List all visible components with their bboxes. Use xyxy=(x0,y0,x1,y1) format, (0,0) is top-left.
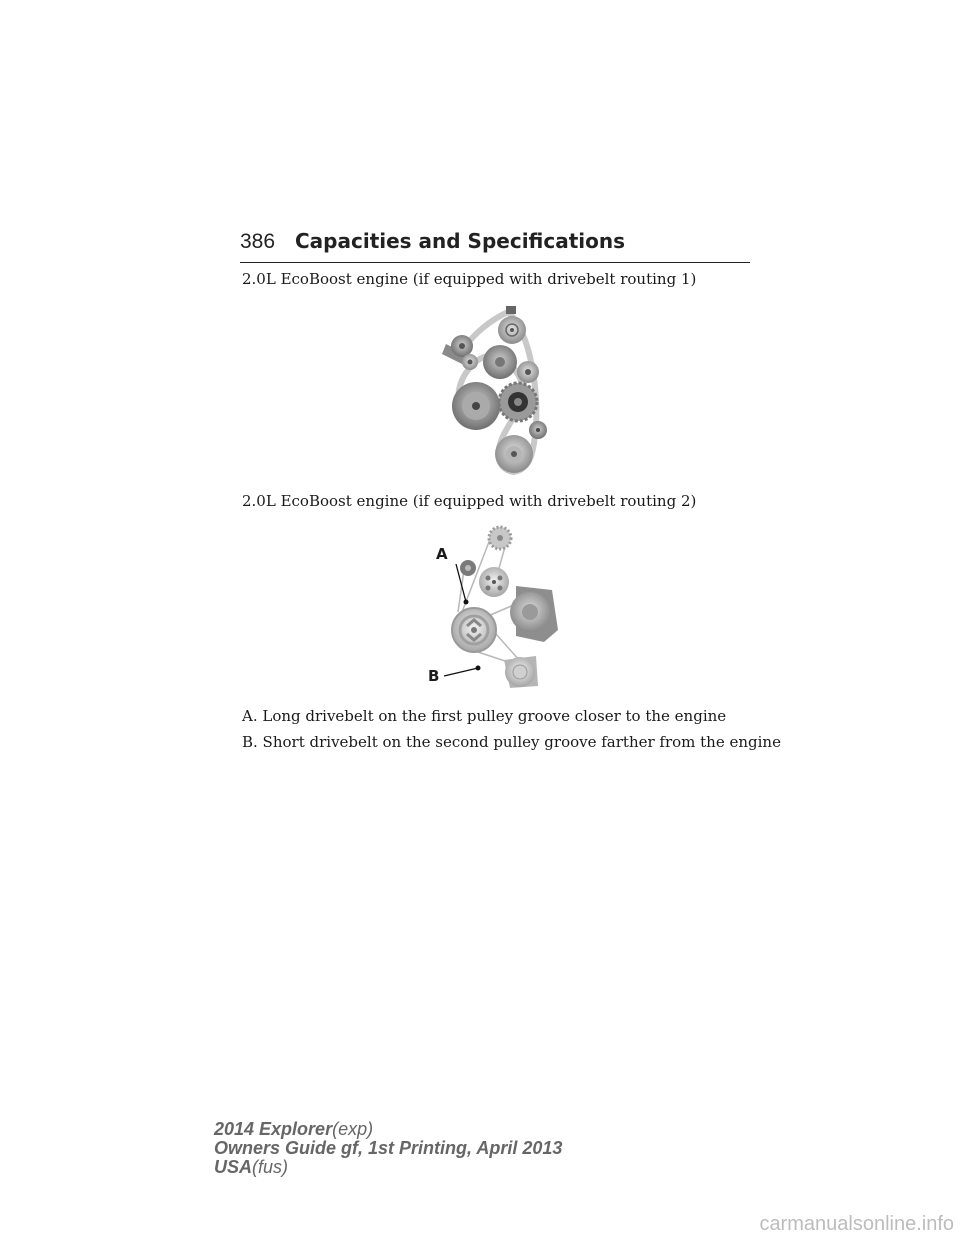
leader-dot-a xyxy=(464,600,469,605)
footer-model: 2014 Explorer xyxy=(214,1119,333,1139)
page-number: 386 xyxy=(240,230,276,253)
footer-model-code: (exp) xyxy=(332,1119,374,1139)
callout-label-a: A xyxy=(436,545,448,563)
top-bracket xyxy=(506,306,516,314)
footer-line-2: Owners Guide gf, 1st Printing, April 2013 xyxy=(214,1138,563,1158)
footer-market: USA xyxy=(214,1157,253,1177)
watermark: carmanualsonline.info xyxy=(759,1213,954,1235)
legend-item-b: B. Short drivebelt on the second pulley groove farther from the engine xyxy=(242,733,781,751)
drivebelt-routing-1-diagram xyxy=(434,304,554,476)
document-footer xyxy=(214,1120,562,1177)
page-header xyxy=(240,228,750,263)
drivebelt-routing-2-figure xyxy=(420,520,570,695)
footer-market-code: (fus) xyxy=(252,1157,289,1177)
legend-item-a: A. Long drivebelt on the first pulley groove closer to the engine xyxy=(242,707,727,725)
figure1-caption: 2.0L EcoBoost engine (if equipped with drivebelt routing 1) xyxy=(242,270,697,288)
leader-line-b xyxy=(444,668,478,676)
footer-line-3 xyxy=(214,1158,562,1177)
section-title: Capacities and Specifications xyxy=(295,229,626,253)
callout-label-b: B xyxy=(428,667,440,685)
footer-line-1 xyxy=(214,1120,562,1139)
figure2-caption: 2.0L EcoBoost engine (if equipped with drivebelt routing 2) xyxy=(242,492,697,510)
leader-dot-b xyxy=(476,666,481,671)
